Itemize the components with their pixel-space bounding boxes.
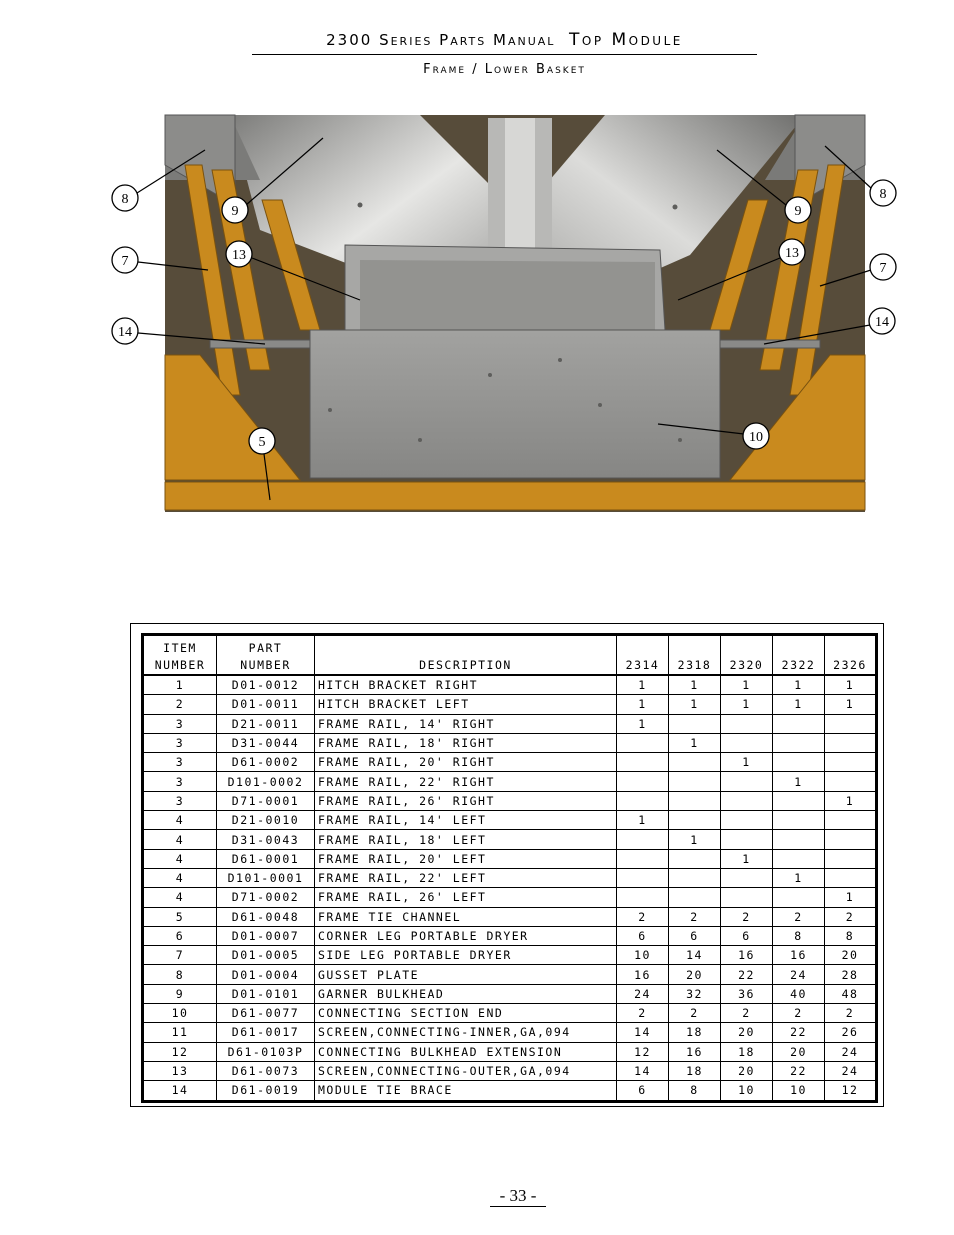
description-cell: GUSSET PLATE (315, 965, 617, 984)
part-number-cell: D61-0073 (217, 1061, 315, 1080)
quantity-cell (669, 714, 721, 733)
table-row (143, 926, 877, 945)
quantity-cell: 1 (617, 811, 669, 830)
quantity-cell: 14 (617, 1061, 669, 1080)
quantity-cell: 1 (773, 675, 825, 695)
description-cell: FRAME RAIL, 20' RIGHT (315, 753, 617, 772)
quantity-cell: 1 (669, 733, 721, 752)
quantity-cell: 2 (617, 907, 669, 926)
quantity-cell (825, 714, 877, 733)
part-number-cell: D101-0002 (217, 772, 315, 791)
quantity-cell: 12 (825, 1081, 877, 1101)
description-cell: GARNER BULKHEAD (315, 984, 617, 1003)
description-cell: FRAME RAIL, 20' LEFT (315, 849, 617, 868)
description-cell: FRAME RAIL, 26' RIGHT (315, 791, 617, 810)
quantity-cell: 1 (773, 772, 825, 791)
quantity-cell (617, 888, 669, 907)
table-row (143, 1081, 877, 1101)
quantity-cell (721, 733, 773, 752)
quantity-cell (669, 772, 721, 791)
quantity-cell: 22 (773, 1023, 825, 1042)
part-number-cell: D61-0002 (217, 753, 315, 772)
description-cell: FRAME RAIL, 22' LEFT (315, 868, 617, 887)
item-number-cell: 3 (143, 714, 217, 733)
table-row (143, 984, 877, 1003)
part-number-cell: D61-0103P (217, 1042, 315, 1061)
quantity-cell: 1 (825, 888, 877, 907)
quantity-cell: 16 (721, 946, 773, 965)
quantity-cell (617, 830, 669, 849)
item-number-cell: 4 (143, 849, 217, 868)
col-model-2322: 2322 (773, 635, 825, 676)
callout-7-right: 7 (879, 261, 887, 276)
callout-8-left: 8 (121, 192, 129, 207)
quantity-cell: 28 (825, 965, 877, 984)
quantity-cell: 10 (773, 1081, 825, 1101)
section-subtitle: Frame / Lower Basket (423, 62, 586, 77)
item-number-cell: 12 (143, 1042, 217, 1061)
quantity-cell (617, 868, 669, 887)
quantity-cell (825, 772, 877, 791)
quantity-cell: 1 (721, 753, 773, 772)
frame-illustration (0, 0, 954, 560)
part-number-cell: D61-0017 (217, 1023, 315, 1042)
quantity-cell: 26 (825, 1023, 877, 1042)
col-model-2314: 2314 (617, 635, 669, 676)
table-row (143, 1061, 877, 1080)
item-number-cell: 13 (143, 1061, 217, 1080)
table-row (143, 772, 877, 791)
callout-9-left: 9 (231, 204, 239, 219)
quantity-cell (617, 753, 669, 772)
col-model-2326: 2326 (825, 635, 877, 676)
quantity-cell (825, 849, 877, 868)
quantity-cell: 1 (825, 695, 877, 714)
table-row (143, 907, 877, 926)
quantity-cell: 36 (721, 984, 773, 1003)
table-row (143, 675, 877, 695)
quantity-cell (721, 714, 773, 733)
description-cell: FRAME TIE CHANNEL (315, 907, 617, 926)
quantity-cell: 8 (669, 1081, 721, 1101)
quantity-cell: 22 (773, 1061, 825, 1080)
quantity-cell (669, 753, 721, 772)
quantity-cell (617, 772, 669, 791)
callout-13-left: 13 (232, 248, 246, 263)
quantity-cell: 20 (721, 1023, 773, 1042)
description-cell: CONNECTING SECTION END (315, 1004, 617, 1023)
part-number-cell: D71-0001 (217, 791, 315, 810)
table-row (143, 946, 877, 965)
item-number-cell: 4 (143, 868, 217, 887)
quantity-cell (669, 811, 721, 830)
col-model-2318: 2318 (669, 635, 721, 676)
quantity-cell: 16 (773, 946, 825, 965)
quantity-cell: 2 (721, 1004, 773, 1023)
quantity-cell: 1 (617, 695, 669, 714)
quantity-cell: 6 (617, 926, 669, 945)
item-number-cell: 4 (143, 888, 217, 907)
quantity-cell: 16 (617, 965, 669, 984)
quantity-cell: 1 (825, 791, 877, 810)
quantity-cell: 1 (721, 695, 773, 714)
quantity-cell: 16 (669, 1042, 721, 1061)
part-number-cell: D31-0044 (217, 733, 315, 752)
quantity-cell: 6 (721, 926, 773, 945)
callout-10: 10 (749, 430, 763, 445)
page-number: - 33 - (490, 1186, 546, 1207)
item-number-cell: 4 (143, 811, 217, 830)
description-cell: FRAME RAIL, 26' LEFT (315, 888, 617, 907)
quantity-cell (721, 791, 773, 810)
table-row (143, 714, 877, 733)
description-cell: SIDE LEG PORTABLE DRYER (315, 946, 617, 965)
quantity-cell: 24 (617, 984, 669, 1003)
item-number-cell: 5 (143, 907, 217, 926)
callout-14-left: 14 (118, 325, 132, 340)
item-number-cell: 9 (143, 984, 217, 1003)
col-model-2320: 2320 (721, 635, 773, 676)
quantity-cell: 20 (721, 1061, 773, 1080)
table-row (143, 753, 877, 772)
part-number-cell: D01-0005 (217, 946, 315, 965)
col-description: DESCRIPTION (315, 635, 617, 676)
description-cell: MODULE TIE BRACE (315, 1081, 617, 1101)
quantity-cell: 10 (721, 1081, 773, 1101)
quantity-cell (721, 811, 773, 830)
quantity-cell: 18 (669, 1023, 721, 1042)
quantity-cell: 2 (669, 907, 721, 926)
table-row (143, 849, 877, 868)
item-number-cell: 1 (143, 675, 217, 695)
part-number-cell: D01-0004 (217, 965, 315, 984)
item-number-cell: 2 (143, 695, 217, 714)
table-row (143, 1004, 877, 1023)
quantity-cell: 48 (825, 984, 877, 1003)
quantity-cell: 1 (773, 695, 825, 714)
description-cell: HITCH BRACKET RIGHT (315, 675, 617, 695)
part-number-cell: D61-0077 (217, 1004, 315, 1023)
quantity-cell: 2 (773, 1004, 825, 1023)
quantity-cell (617, 791, 669, 810)
table-row (143, 695, 877, 714)
quantity-cell (773, 830, 825, 849)
part-number-cell: D01-0011 (217, 695, 315, 714)
table-row (143, 791, 877, 810)
quantity-cell: 1 (617, 714, 669, 733)
quantity-cell: 18 (721, 1042, 773, 1061)
part-number-cell: D01-0012 (217, 675, 315, 695)
item-number-cell: 7 (143, 946, 217, 965)
table-row (143, 868, 877, 887)
part-number-cell: D31-0043 (217, 830, 315, 849)
item-number-cell: 3 (143, 772, 217, 791)
quantity-cell: 1 (825, 675, 877, 695)
frame-photo-figure (0, 0, 954, 560)
table-header-row (143, 635, 877, 676)
description-cell: FRAME RAIL, 18' RIGHT (315, 733, 617, 752)
table-row (143, 965, 877, 984)
quantity-cell: 2 (773, 907, 825, 926)
quantity-cell: 1 (721, 849, 773, 868)
item-number-cell: 6 (143, 926, 217, 945)
quantity-cell (773, 714, 825, 733)
quantity-cell: 40 (773, 984, 825, 1003)
quantity-cell (773, 888, 825, 907)
quantity-cell (825, 868, 877, 887)
quantity-cell (773, 811, 825, 830)
quantity-cell: 2 (825, 907, 877, 926)
description-cell: CORNER LEG PORTABLE DRYER (315, 926, 617, 945)
quantity-cell: 6 (669, 926, 721, 945)
description-cell: FRAME RAIL, 14' LEFT (315, 811, 617, 830)
quantity-cell (825, 811, 877, 830)
quantity-cell: 1 (773, 868, 825, 887)
callout-8-right: 8 (879, 187, 887, 202)
item-number-cell: 4 (143, 830, 217, 849)
callout-9-right: 9 (794, 204, 802, 219)
description-cell: SCREEN,CONNECTING-OUTER,GA,094 (315, 1061, 617, 1080)
quantity-cell (617, 733, 669, 752)
quantity-cell: 10 (617, 946, 669, 965)
quantity-cell: 14 (617, 1023, 669, 1042)
quantity-cell: 1 (669, 830, 721, 849)
quantity-cell: 1 (669, 695, 721, 714)
quantity-cell (825, 753, 877, 772)
item-number-cell: 11 (143, 1023, 217, 1042)
table-row (143, 811, 877, 830)
quantity-cell (721, 830, 773, 849)
quantity-cell (721, 868, 773, 887)
table-row (143, 888, 877, 907)
table-row (143, 1042, 877, 1061)
quantity-cell: 22 (721, 965, 773, 984)
quantity-cell (669, 888, 721, 907)
quantity-cell (773, 791, 825, 810)
quantity-cell: 12 (617, 1042, 669, 1061)
quantity-cell: 24 (825, 1061, 877, 1080)
quantity-cell: 6 (617, 1081, 669, 1101)
quantity-cell: 24 (773, 965, 825, 984)
description-cell: SCREEN,CONNECTING-INNER,GA,094 (315, 1023, 617, 1042)
item-number-cell: 8 (143, 965, 217, 984)
callout-13-right: 13 (785, 246, 799, 261)
col-part-number: PART NUMBER (217, 635, 315, 676)
part-number-cell: D101-0001 (217, 868, 315, 887)
manual-series-title: 2300 Series Parts Manual (326, 31, 556, 49)
quantity-cell: 2 (617, 1004, 669, 1023)
description-cell: FRAME RAIL, 14' RIGHT (315, 714, 617, 733)
description-cell: FRAME RAIL, 18' LEFT (315, 830, 617, 849)
part-number-cell: D61-0019 (217, 1081, 315, 1101)
quantity-cell: 8 (773, 926, 825, 945)
quantity-cell (721, 888, 773, 907)
quantity-cell (721, 772, 773, 791)
quantity-cell: 1 (617, 675, 669, 695)
part-number-cell: D01-0007 (217, 926, 315, 945)
item-number-cell: 3 (143, 753, 217, 772)
quantity-cell (825, 733, 877, 752)
quantity-cell: 2 (669, 1004, 721, 1023)
description-cell: FRAME RAIL, 22' RIGHT (315, 772, 617, 791)
item-number-cell: 14 (143, 1081, 217, 1101)
quantity-cell (773, 753, 825, 772)
module-title: Top Module (568, 30, 683, 50)
quantity-cell: 1 (669, 675, 721, 695)
part-number-cell: D71-0002 (217, 888, 315, 907)
quantity-cell: 20 (773, 1042, 825, 1061)
part-number-cell: D61-0001 (217, 849, 315, 868)
quantity-cell: 8 (825, 926, 877, 945)
description-cell: HITCH BRACKET LEFT (315, 695, 617, 714)
quantity-cell (669, 868, 721, 887)
table-row (143, 1023, 877, 1042)
part-number-cell: D21-0011 (217, 714, 315, 733)
table-row (143, 830, 877, 849)
quantity-cell: 2 (721, 907, 773, 926)
parts-table (141, 633, 878, 1103)
quantity-cell: 2 (825, 1004, 877, 1023)
part-number-cell: D61-0048 (217, 907, 315, 926)
quantity-cell (773, 733, 825, 752)
item-number-cell: 3 (143, 791, 217, 810)
quantity-cell: 18 (669, 1061, 721, 1080)
quantity-cell: 14 (669, 946, 721, 965)
part-number-cell: D01-0101 (217, 984, 315, 1003)
quantity-cell (773, 849, 825, 868)
quantity-cell (669, 849, 721, 868)
item-number-cell: 3 (143, 733, 217, 752)
callout-7-left: 7 (121, 254, 129, 269)
quantity-cell: 20 (825, 946, 877, 965)
quantity-cell (825, 830, 877, 849)
item-number-cell: 10 (143, 1004, 217, 1023)
quantity-cell: 1 (721, 675, 773, 695)
quantity-cell: 24 (825, 1042, 877, 1061)
quantity-cell: 32 (669, 984, 721, 1003)
col-item-number: ITEM NUMBER (143, 635, 217, 676)
part-number-cell: D21-0010 (217, 811, 315, 830)
description-cell: CONNECTING BULKHEAD EXTENSION (315, 1042, 617, 1061)
quantity-cell (669, 791, 721, 810)
quantity-cell: 20 (669, 965, 721, 984)
table-row (143, 733, 877, 752)
quantity-cell (617, 849, 669, 868)
callout-14-right: 14 (875, 315, 889, 330)
callout-5: 5 (258, 435, 266, 450)
